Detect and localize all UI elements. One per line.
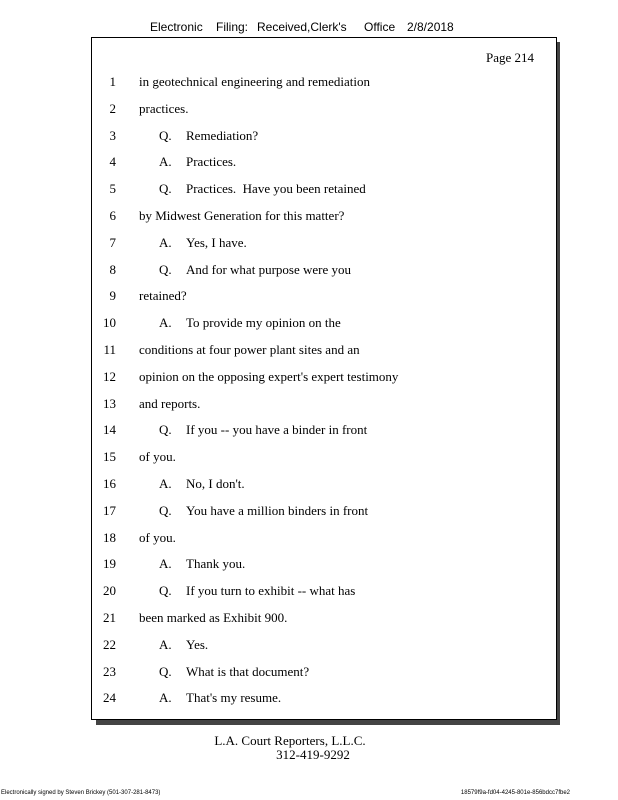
qa-marker: A. (159, 636, 172, 652)
line-text (159, 503, 368, 519)
line-text (159, 154, 236, 170)
qa-marker: Q. (159, 261, 172, 277)
qa-marker: Q. (159, 422, 172, 438)
line-body: in geotechnical engineering and remediation (139, 74, 371, 89)
transcript-line (92, 422, 556, 440)
line-number: 14 (103, 422, 116, 438)
line-body: by Midwest Generation for this matter? (139, 208, 345, 223)
filing-header-part: 2/8/2018 (407, 20, 454, 34)
line-body: and reports. (139, 395, 201, 411)
qa-marker: A. (159, 234, 172, 250)
document-id: 18579f9a-fd04-4245-801e-856bdcc7fbe2 (460, 790, 570, 796)
line-text (139, 101, 188, 117)
line-number: 20 (103, 583, 116, 599)
qa-marker: Q. (159, 663, 172, 679)
transcript-line (92, 369, 556, 387)
court-reporter-phone: 312-419-9292 (276, 747, 350, 762)
line-number: 15 (103, 449, 116, 465)
line-body: And for what purpose were you (186, 261, 351, 277)
line-number: 24 (103, 690, 116, 706)
line-text (139, 449, 176, 465)
transcript-line (92, 128, 556, 146)
qa-marker: Q. (159, 583, 172, 599)
qa-marker: Q. (159, 502, 172, 518)
transcript-line (92, 530, 556, 548)
line-text (159, 690, 281, 706)
line-body: retained? (139, 288, 187, 304)
line-text (159, 315, 341, 331)
line-body: of you. (139, 529, 176, 545)
filing-header-part: Received,Clerk's (257, 20, 347, 34)
qa-marker: A. (159, 556, 172, 572)
line-number: 23 (103, 663, 116, 679)
transcript-line (92, 583, 556, 601)
line-text (139, 610, 287, 626)
line-text (159, 664, 309, 680)
line-text (159, 556, 245, 572)
electronic-signature-note: Electronically signed by Steven Brickey (501-307-281-8473) (1, 790, 161, 796)
transcript-line (92, 690, 556, 708)
line-number: 1 (109, 74, 116, 89)
transcript-line (92, 637, 556, 655)
line-body: Practices. (186, 154, 237, 170)
line-text (159, 637, 208, 653)
line-text (139, 396, 200, 412)
line-text (159, 262, 351, 278)
page-number: Page 214 (485, 50, 534, 65)
line-body: You have a million binders in front (186, 502, 369, 518)
transcript-line (92, 262, 556, 280)
line-number: 8 (109, 261, 116, 277)
line-body: Practices. Have you been retained (186, 181, 366, 197)
transcript-line (92, 610, 556, 628)
line-text (139, 288, 187, 304)
line-text (159, 235, 247, 251)
qa-marker: A. (159, 476, 172, 491)
filing-header (150, 20, 470, 36)
line-number: 22 (103, 636, 116, 652)
qa-marker: Q. (159, 127, 172, 143)
line-text (139, 74, 370, 90)
line-text (159, 583, 355, 599)
transcript-line (92, 664, 556, 682)
transcript-line (92, 288, 556, 306)
qa-marker: A. (159, 690, 172, 706)
line-number: 18 (103, 529, 116, 545)
qa-marker: A. (159, 315, 172, 331)
transcript-page (91, 37, 557, 720)
line-number: 19 (103, 556, 116, 572)
line-number: 12 (103, 368, 116, 384)
line-text (139, 342, 360, 358)
filing-header-part: Office (364, 20, 396, 34)
line-text (159, 476, 245, 492)
line-number: 17 (103, 502, 116, 518)
line-body: Remediation? (186, 127, 259, 143)
line-number: 2 (109, 100, 116, 116)
line-number: 11 (103, 342, 116, 357)
line-number: 21 (103, 610, 116, 625)
transcript-line (92, 503, 556, 521)
transcript-line (92, 315, 556, 333)
line-body: been marked as Exhibit 900. (139, 610, 288, 625)
transcript-line (92, 181, 556, 199)
line-number: 6 (109, 208, 116, 223)
line-body: conditions at four power plant sites and an (139, 342, 360, 357)
transcript-line (92, 74, 556, 92)
line-text (139, 530, 176, 546)
line-body: Yes, I have. (186, 234, 247, 250)
line-text (139, 369, 398, 385)
line-number: 3 (109, 127, 116, 143)
line-text (159, 181, 366, 197)
line-body: No, I don't. (186, 476, 245, 491)
qa-marker: A. (159, 154, 172, 170)
transcript-line (92, 101, 556, 119)
transcript-line (92, 556, 556, 574)
line-body: That's my resume. (186, 690, 282, 706)
transcript-line (92, 396, 556, 414)
line-body: practices. (139, 100, 189, 116)
filing-header-part: Filing: (216, 20, 249, 34)
line-body: of you. (139, 449, 176, 465)
line-body: Yes. (186, 636, 209, 652)
line-body: To provide my opinion on the (186, 315, 341, 331)
line-number: 10 (103, 315, 116, 331)
transcript-line (92, 235, 556, 253)
line-body: opinion on the opposing expert's expert testimony (139, 368, 399, 384)
line-text (159, 422, 367, 438)
line-number: 13 (103, 395, 116, 411)
line-number: 4 (109, 154, 116, 170)
line-number: 7 (109, 234, 116, 250)
line-number: 5 (109, 181, 116, 197)
qa-marker: Q. (159, 181, 172, 197)
line-text (159, 128, 258, 144)
filing-header-part: Electronic (150, 20, 203, 34)
line-body: Thank you. (186, 556, 246, 572)
transcript-line (92, 476, 556, 494)
line-body: If you -- you have a binder in front (186, 422, 368, 438)
transcript-line (92, 342, 556, 360)
line-body: What is that document? (186, 663, 310, 679)
line-number: 9 (109, 288, 116, 304)
transcript-line (92, 208, 556, 226)
line-body: If you turn to exhibit -- what has (186, 583, 356, 599)
transcript-line (92, 154, 556, 172)
transcript-line (92, 449, 556, 467)
court-reporter-name: L.A. Court Reporters, L.L.C. (214, 733, 366, 748)
line-text (139, 208, 344, 224)
line-number: 16 (103, 476, 116, 491)
